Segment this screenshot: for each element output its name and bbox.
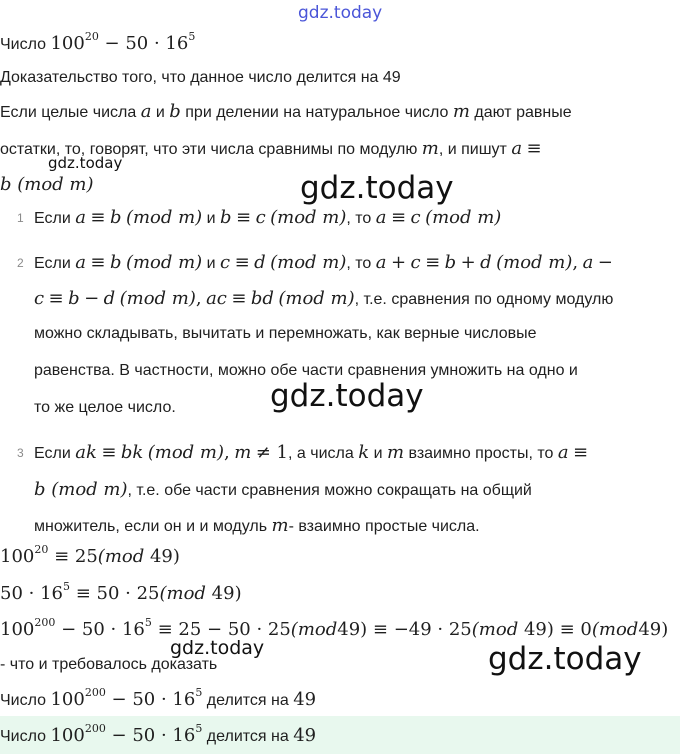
intro-line-3: b (mod m) [0,174,94,195]
watermark: gdz.today [298,3,383,23]
intro-line-2: остатки, то, говорят, что эти числа сравнимы по модулю m, и пишут a ≡ [0,138,542,159]
proof-heading: Доказательство того, что данное число делится на 49 [0,69,401,86]
rule-2-line-3: можно складывать, вычитать и перемножать, как верные числовые [34,325,537,342]
watermark: gdz.today [170,637,265,659]
computation-2: $50 \cdot 16^5 \equiv 50 \cdot 25(mod$ 49) [0,580,242,604]
rule-1-number: 1 [17,211,24,225]
problem-statement: Число $100^{20} - 50 \cdot 16^5$ [0,30,196,54]
computation-3: $100^{200} - 50 \cdot 16^5 \equiv 25 - 50 \cdot 25(mod49) \equiv -49 \cdot 25(mod$ 49) ≡ 0(mod49) [0,616,669,640]
rule-2-line-1: Если a ≡ b (mod m) и c ≡ d (mod m), то a + c ≡ b + d (mod m), a − [34,252,613,273]
qed-note: - что и требовалось доказать [0,656,218,673]
watermark: gdz.today [48,154,123,172]
rule-3-line-2: b (mod m), т.е. обе части сравнения можно сокращать на общий [34,479,532,500]
watermark: gdz.today [300,170,454,206]
answer-statement: Число $100^{200} - 50 \cdot 16^5$ делится на 49 [0,722,317,746]
watermark: gdz.today [488,641,642,677]
final-statement: Число $100^{200} - 50 \cdot 16^5$ делится на 49 [0,686,317,710]
rule-2-line-4: равенства. В частности, можно обе части сравнения умножить на одно и [34,362,578,379]
rule-2-number: 2 [17,256,24,270]
rule-3-line-3: множитель, если он и и модуль m- взаимно простые числа. [34,515,480,536]
rule-2-line-5: то же целое число. [34,399,176,416]
computation-1: $100^{20} \equiv 25(mod$ 49) [0,543,180,567]
rule-2-line-2: c ≡ b − d (mod m), ac ≡ bd (mod m), т.е. сравнения по одному модулю [34,288,614,309]
intro-line-1: Если целые числа a и b при делении на натуральное число m дают равные [0,101,572,122]
rule-3-number: 3 [17,446,24,460]
rule-1: Если a ≡ b (mod m) и b ≡ c (mod m), то a ≡ c (mod m) [34,207,502,228]
watermark: gdz.today [270,378,424,414]
rule-3-line-1: Если ak ≡ bk (mod m), m ≠ 1, а числа k и m взаимно просты, то a ≡ [34,442,589,463]
